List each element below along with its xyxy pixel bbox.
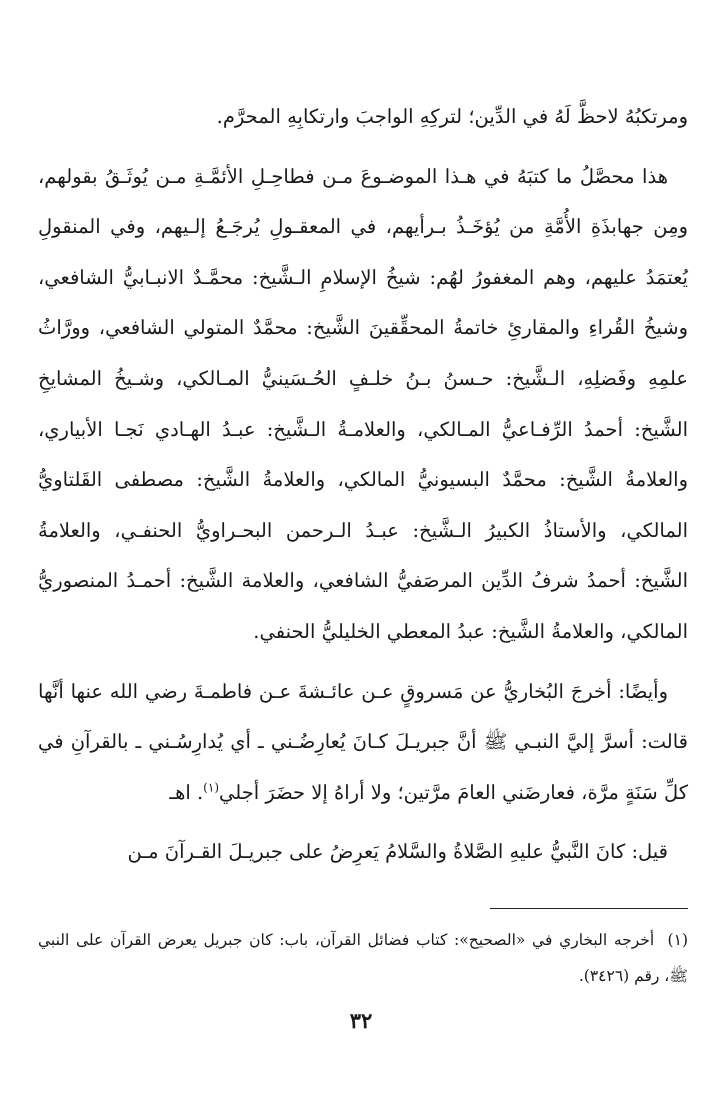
paragraph-1: ومرتكبُهُ لاحظَّ لَهُ في الدِّين؛ لتركِهِ الواجبَ وارتكابِهِ المحرَّم. xyxy=(216,105,688,128)
paragraph-3-tail: . اهـ xyxy=(169,780,204,804)
footnote-separator xyxy=(490,908,688,909)
page-number: ٣٢ xyxy=(349,1008,373,1033)
footnote xyxy=(38,922,688,994)
paragraph-2: هذا محصَّلُ ما كتبَهُ في هـذا الموضـوعَ مـن فطاحِـلِ الأئمَّـةِ مـن يُوثَـقُ بقولهم، ومِن جهابذَةِ الأُمَّةِ من يُؤخَـذُ بـرأيهم، في المعقـولِ يُرجَـعُ إلـيهم، وفي المنقولِ يُعتمَدُ عليهم، وهم المغفورُ لهُم: شيخُ الإسلامِ الـشَّيخ: محمَّـدٌ الانبـابيُّ الشافعي، وشيخُ القُراءِ والمقارئِ خاتمةُ المحقِّقينَ الشَّيخ: محمَّدٌ المتولي الشافعي، وورَّاثُ علمِهِ وفَضلِهِ، الـشَّيخ: حـسنُ بـنُ خلـفٍ الحُـسَينيُّ المـالكي، وشـيخُ المشايخِ الشَّيخ: أحمدُ الرِّفـاعيُّ المـالكي، والعلامـةُ الـشَّيخ: عبـدُ الهـادي نَجـا الأبياري، والعلامةُ الشَّيخ: محمَّدٌ البسيونيُّ المالكي، والعلامةُ الشَّيخ: مصطفى القَلتاويُّ المالكي، والأستاذُ الكبيرُ الـشَّيخ: عبـدُ الـرحمن البحـراويُّ الحنفـي، والعلامةُ الشَّيخ: أحمدُ شرفُ الدِّين المرصَفيُّ الشافعي، والعلامة الشَّيخ: أحمـدُ المنصوريُّ المالكي، والعلامةُ الشَّيخ: عبدُ المعطي الخليليُّ الحنفي. xyxy=(38,164,688,643)
footnote-number: (١) xyxy=(667,931,688,949)
footnote-reference: (١) xyxy=(203,780,219,795)
paragraph-3 xyxy=(38,667,688,819)
paragraph-3-text: وأيضًا: أخرجَ البُخاريُّ عن مَسروقٍ عـن عائـشةَ عـن فاطمـةَ رضي الله عنها أنَّها قالت: أسرَّ إليَّ النبـي ﷺ أنَّ جبريـلَ كـانَ يُعارِضُـني ـ أي يُدارِسُـني ـ بالقرآنِ في كلِّ سَنَةٍ مرَّة، فعارضَني العامَ مرَّتين؛ ولا أراهُ إلا حضَرَ أجلي xyxy=(38,679,688,804)
footnote-text: أخرجه البخاري في «الصحيح»: كتاب فضائل القرآن، باب: كان جبريل يعرض القرآن على النبي ﷺ، رقم (٣٤٢٦). xyxy=(38,931,688,985)
paragraph-4: قيل: كانَ النَّبيُّ عليهِ الصَّلاةُ والسَّلامُ يَعرِضُ على جبريـلَ القـرآنَ مـن xyxy=(127,840,668,864)
main-text xyxy=(38,92,688,878)
